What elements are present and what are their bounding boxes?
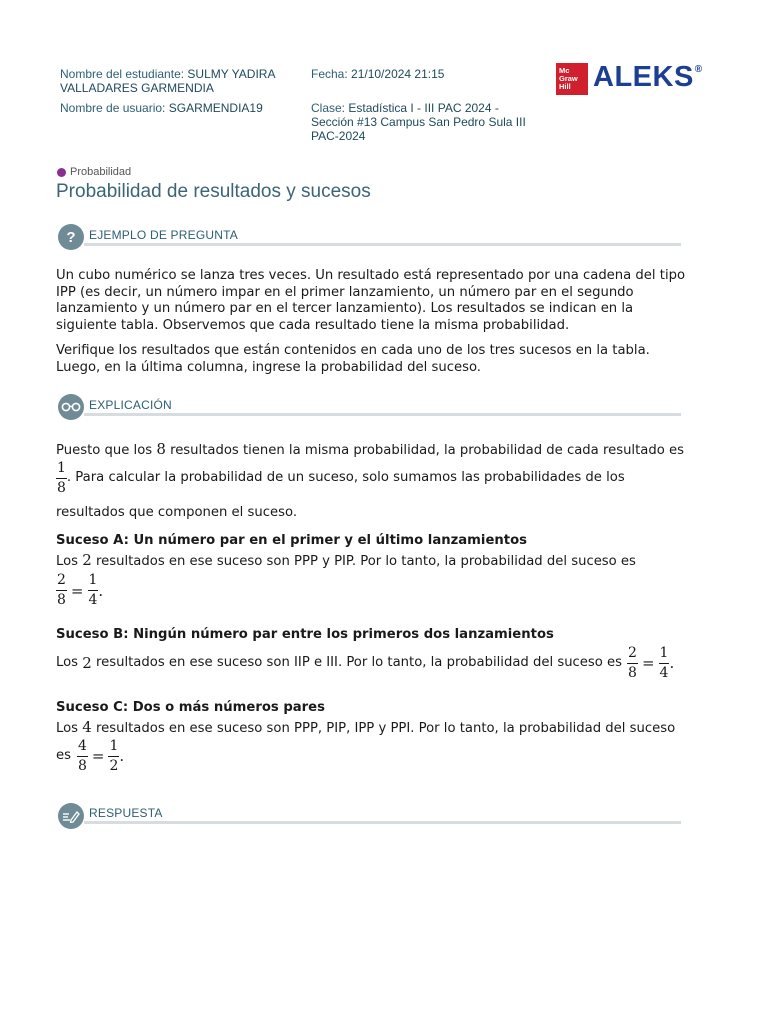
event-b-text [56, 646, 756, 681]
math-number: 2 [82, 551, 92, 569]
equals-sign: = [91, 747, 105, 766]
question-paragraph-1 [56, 268, 736, 334]
event-c-equation [77, 739, 124, 774]
math-number: 2 [82, 654, 92, 673]
logo-graw: Graw [559, 74, 578, 83]
period: . [98, 581, 104, 600]
logo-hill: Hill [559, 82, 571, 91]
class-value-2: Sección #13 Campus San Pedro Sula III [311, 115, 526, 129]
text: . Para calcular la probabilidad de un suceso, solo sumamos las probabilidades de los [66, 470, 625, 486]
fraction [56, 461, 67, 496]
page-title: Probabilidad de resultados y sucesos [56, 181, 371, 202]
date-label: Fecha: [311, 67, 348, 81]
user-label: Nombre de usuario: [60, 101, 166, 115]
user-row [60, 101, 263, 115]
period: . [669, 654, 675, 673]
text: resultados que componen el suceso. [56, 505, 298, 520]
section-divider [84, 413, 681, 416]
text: Los [56, 554, 83, 569]
date-value: 21/10/2024 21:15 [351, 67, 445, 81]
glasses-icon [58, 394, 84, 420]
fraction-bar [627, 663, 638, 664]
student-name-row [60, 67, 305, 95]
mcgraw-hill-logo [556, 63, 588, 95]
denominator: 4 [659, 665, 669, 681]
aleks-wordmark: ALEKS [593, 61, 694, 93]
numerator: 1 [109, 738, 119, 754]
class-value: Estadística I - III PAC 2024 - [348, 101, 499, 115]
text: Puesto que los [56, 443, 157, 458]
text-line: lanzamiento y un número par en el tercer lanzamiento). Los resultados se indican en la [56, 301, 634, 316]
numerator: 1 [57, 460, 66, 476]
denominator: 8 [77, 758, 87, 774]
text: resultados en ese suceso son PPP y PIP. Por lo tanto, la probabilidad del suceso es [91, 554, 636, 569]
section-answer-label: RESPUESTA [89, 806, 163, 820]
event-a-title: Suceso A: Un número par en el primer y el último lanzamientos [56, 533, 527, 548]
student-name: SULMY YADIRA [187, 67, 276, 81]
fraction-bar [56, 478, 67, 479]
text-line: Verifique los resultados que están contenidos en cada uno de los tres sucesos en la tabla. [56, 343, 650, 358]
student-label: Nombre del estudiante: [60, 67, 185, 81]
explanation-intro [56, 441, 746, 460]
math-number: 8 [156, 440, 166, 458]
math-number: 4 [82, 718, 92, 736]
event-c-title: Suceso C: Dos o más números pares [56, 700, 325, 715]
numerator: 4 [77, 738, 87, 754]
aleks-logo [593, 61, 703, 94]
fraction-bar [77, 756, 88, 757]
fraction [56, 573, 67, 608]
event-a-text [56, 552, 746, 571]
text: resultados en ese suceso son IIP e III. Por lo tanto, la probabilidad del suceso es [91, 655, 623, 671]
fraction [88, 573, 99, 608]
event-b-title: Suceso B: Ningún número par entre los primeros dos lanzamientos [56, 627, 554, 642]
text-line: Luego, en la última columna, ingrese la probabilidad del suceso. [56, 359, 481, 375]
event-c-text [56, 719, 756, 738]
equals-sign: = [641, 654, 655, 673]
event-b-equation [627, 646, 674, 681]
denominator: 2 [109, 758, 119, 774]
denominator: 8 [628, 665, 637, 681]
text: Los [56, 655, 83, 671]
fraction-bar [56, 590, 67, 591]
denominator: 8 [57, 480, 66, 496]
numerator: 2 [57, 572, 66, 588]
numerator: 1 [88, 572, 98, 588]
fraction-bar [88, 590, 99, 591]
text: Los [56, 721, 83, 736]
registered-mark: ® [694, 64, 703, 75]
denominator: 4 [88, 592, 98, 608]
text-line: siguiente tabla. Observemos que cada resultado tiene la misma probabilidad. [56, 317, 570, 333]
explanation-intro-fraction-line [56, 461, 746, 496]
fraction [659, 646, 670, 681]
topic-label: Probabilidad [70, 166, 132, 178]
text: resultados en ese suceso son PPP, PIP, IPP y PPI. Por lo tanto, la probabilidad del suceso [91, 721, 676, 736]
numerator: 1 [659, 645, 669, 661]
event-a-equation [56, 573, 103, 608]
class-row [311, 101, 551, 143]
fraction [627, 646, 638, 681]
section-explanation-label: EXPLICACIÓN [89, 398, 172, 412]
denominator: 8 [57, 592, 66, 608]
user-value: SGARMENDIA19 [168, 101, 263, 115]
section-example-label: EJEMPLO DE PREGUNTA [89, 228, 238, 242]
question-paragraph-2 [56, 343, 736, 376]
student-name-cont: VALLADARES GARMENDIA [60, 81, 214, 95]
question-icon [58, 224, 84, 250]
question-mark: ? [66, 228, 76, 246]
period: . [119, 747, 125, 766]
fraction [77, 739, 88, 774]
fraction-bar [108, 756, 119, 757]
explanation-intro-end [56, 505, 746, 522]
logo-mc: Mc [559, 66, 570, 75]
text: es [56, 748, 71, 764]
event-c-equation-line [56, 739, 124, 774]
class-value-3: PAC-2024 [311, 129, 366, 143]
text-line: Un cubo numérico se lanza tres veces. Un resultado está representado por una cadena del tipo [56, 268, 686, 283]
numerator: 2 [628, 645, 637, 661]
topic-dot-icon [57, 168, 66, 177]
equals-sign: = [70, 581, 84, 600]
pencil-note-icon [58, 803, 84, 829]
fraction [108, 739, 119, 774]
section-divider [84, 821, 681, 824]
class-label: Clase: [311, 101, 346, 115]
date-row [311, 67, 444, 81]
fraction-bar [659, 663, 670, 664]
section-divider [84, 243, 681, 246]
text-line: IPP (es decir, un número impar en el primer lanzamiento, un número par en el segundo [56, 284, 634, 300]
text: resultados tienen la misma probabilidad, la probabilidad de cada resultado es [165, 443, 684, 458]
